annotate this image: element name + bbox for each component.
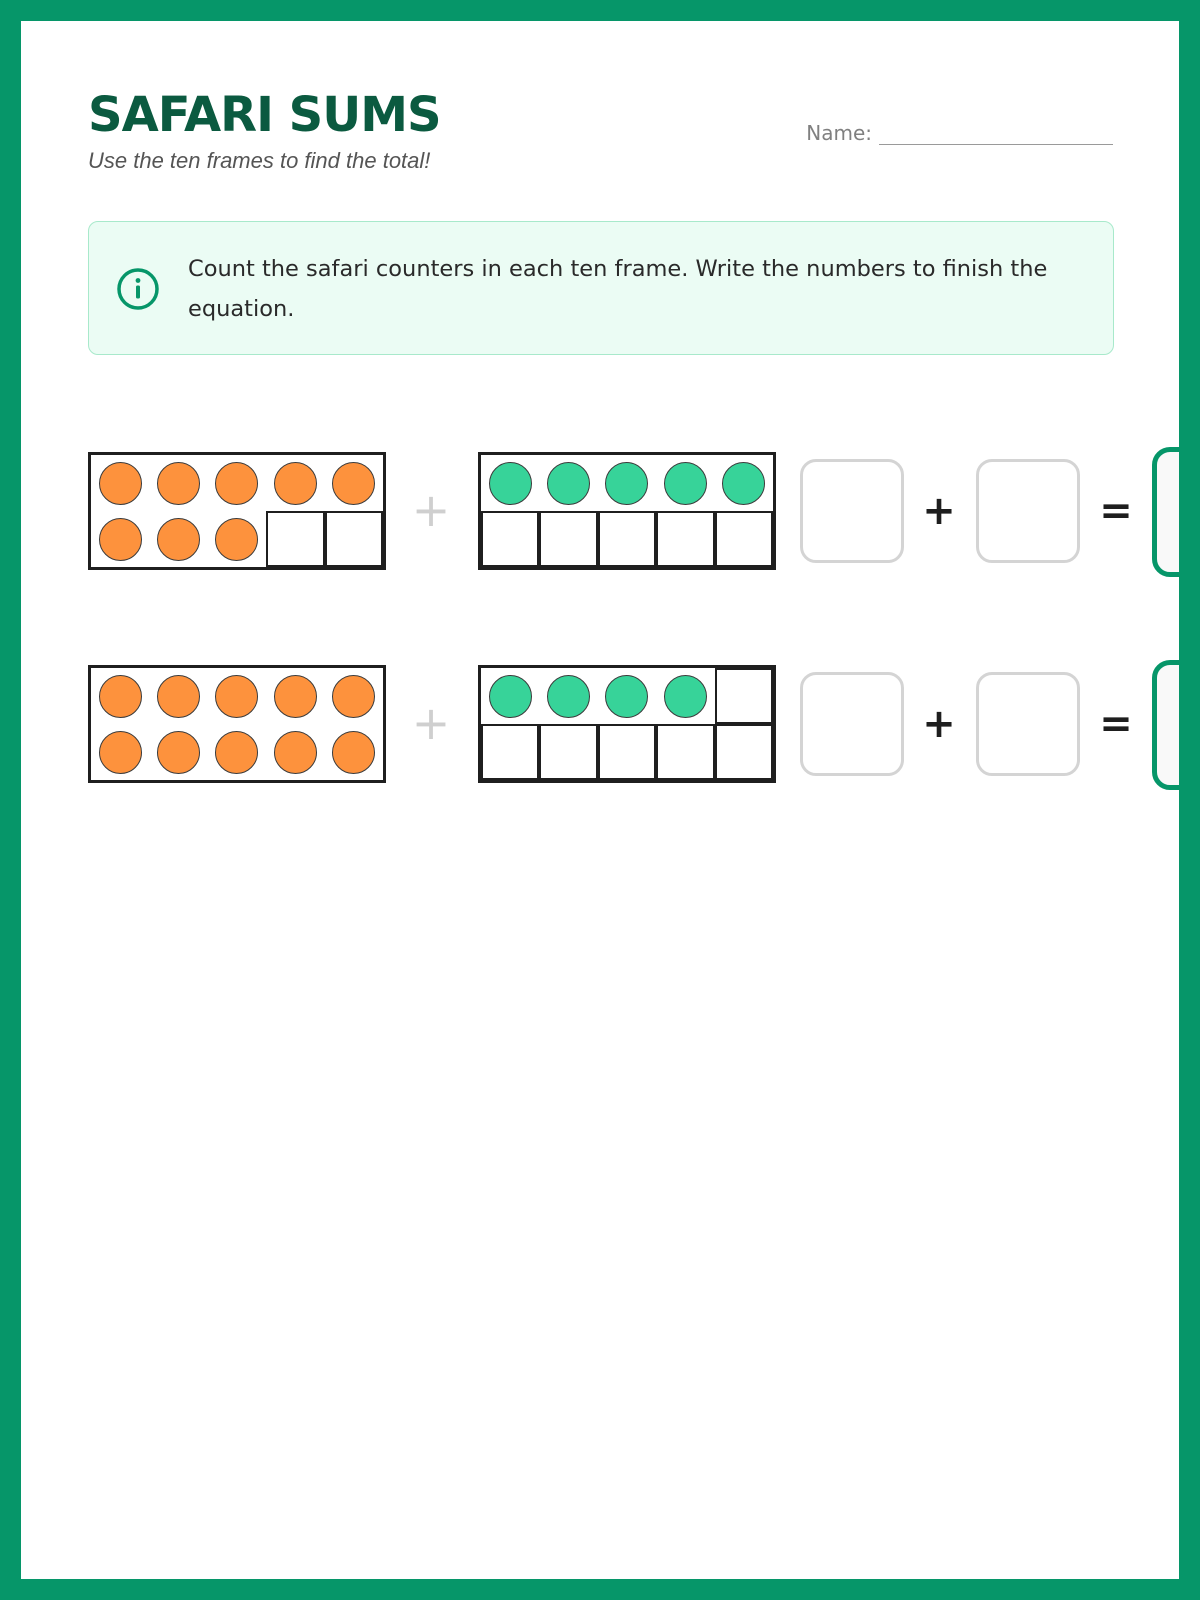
- ten-frame-cell: [656, 455, 714, 511]
- ten-frame-cell: [325, 668, 383, 724]
- counter-dot: [547, 675, 590, 718]
- ten-frame-cell: [325, 511, 383, 567]
- ten-frame-cell: [208, 724, 266, 780]
- info-icon: [116, 267, 160, 311]
- counter-dot: [215, 518, 258, 561]
- counter-dot: [274, 675, 317, 718]
- ten-frame-cell: [325, 455, 383, 511]
- counter-dot: [215, 462, 258, 505]
- counter-dot: [274, 462, 317, 505]
- name-field: [806, 121, 1113, 145]
- total-answer-box[interactable]: [1152, 447, 1200, 577]
- frame-plus-sign: +: [411, 696, 451, 750]
- counter-dot: [605, 675, 648, 718]
- counter-dot: [99, 675, 142, 718]
- name-label: Name:: [806, 121, 872, 145]
- frame-plus-sign: +: [411, 483, 451, 537]
- counter-dot: [99, 518, 142, 561]
- ten-frame-cell: [208, 511, 266, 567]
- ten-frame-cell: [266, 455, 324, 511]
- ten-frame-cell: [149, 511, 207, 567]
- ten-frame-cell: [208, 455, 266, 511]
- counter-dot: [664, 462, 707, 505]
- counter-dot: [489, 462, 532, 505]
- first-addend-box[interactable]: [800, 459, 904, 563]
- ten-frame-cell: [656, 724, 714, 780]
- problem-2: [88, 645, 1200, 785]
- counter-dot: [274, 731, 317, 774]
- equals-sign: =: [1099, 488, 1133, 534]
- instructions-text: Count the safari counters in each ten frame. Write the numbers to finish the equation.: [188, 256, 1048, 322]
- ten-frame-cell: [715, 724, 773, 780]
- plus-sign: +: [922, 488, 956, 534]
- counter-dot: [157, 731, 200, 774]
- name-line[interactable]: [879, 126, 1113, 145]
- ten-frame-cell: [656, 668, 714, 724]
- counter-dot: [215, 731, 258, 774]
- counter-dot: [332, 462, 375, 505]
- second-addend-box[interactable]: [976, 459, 1080, 563]
- page-subtitle: Use the ten frames to find the total!: [88, 148, 431, 173]
- second-addend-box[interactable]: [976, 672, 1080, 776]
- ten-frame-cell: [539, 668, 597, 724]
- counter-dot: [605, 462, 648, 505]
- first-addend-box[interactable]: [800, 672, 904, 776]
- right-ten-frame: [478, 665, 776, 783]
- counter-dot: [489, 675, 532, 718]
- ten-frame-cell: [481, 668, 539, 724]
- ten-frame-cell: [481, 724, 539, 780]
- page-title: SAFARI SUMS: [88, 87, 441, 143]
- ten-frame-cell: [539, 724, 597, 780]
- ten-frame-cell: [715, 668, 773, 724]
- ten-frame-cell: [539, 455, 597, 511]
- counter-dot: [722, 462, 765, 505]
- total-answer-box[interactable]: [1152, 660, 1200, 790]
- counter-dot: [157, 518, 200, 561]
- counter-dot: [547, 462, 590, 505]
- ten-frame-cell: [208, 668, 266, 724]
- counter-dot: [332, 675, 375, 718]
- right-ten-frame: [478, 452, 776, 570]
- ten-frame-cell: [715, 455, 773, 511]
- ten-frame-cell: [266, 668, 324, 724]
- counter-dot: [99, 731, 142, 774]
- ten-frame-cell: [149, 724, 207, 780]
- counter-dot: [157, 675, 200, 718]
- equals-sign: =: [1099, 701, 1133, 747]
- counter-dot: [99, 462, 142, 505]
- ten-frame-cell: [91, 668, 149, 724]
- ten-frame-cell: [91, 511, 149, 567]
- ten-frame-cell: [656, 511, 714, 567]
- ten-frame-cell: [481, 455, 539, 511]
- ten-frame-cell: [266, 511, 324, 567]
- plus-sign: +: [922, 701, 956, 747]
- ten-frame-cell: [325, 724, 383, 780]
- left-ten-frame: [88, 665, 386, 783]
- ten-frame-cell: [481, 511, 539, 567]
- problem-1: [88, 432, 1200, 572]
- ten-frame-cell: [598, 668, 656, 724]
- counter-dot: [157, 462, 200, 505]
- counter-dot: [332, 731, 375, 774]
- ten-frame-cell: [91, 724, 149, 780]
- left-ten-frame: [88, 452, 386, 570]
- ten-frame-cell: [266, 724, 324, 780]
- ten-frame-cell: [598, 511, 656, 567]
- ten-frame-cell: [539, 511, 597, 567]
- counter-dot: [215, 675, 258, 718]
- ten-frame-cell: [598, 724, 656, 780]
- instructions-box: [88, 221, 1114, 355]
- ten-frame-cell: [149, 455, 207, 511]
- counter-dot: [664, 675, 707, 718]
- ten-frame-cell: [715, 511, 773, 567]
- ten-frame-cell: [91, 455, 149, 511]
- ten-frame-cell: [598, 455, 656, 511]
- ten-frame-cell: [149, 668, 207, 724]
